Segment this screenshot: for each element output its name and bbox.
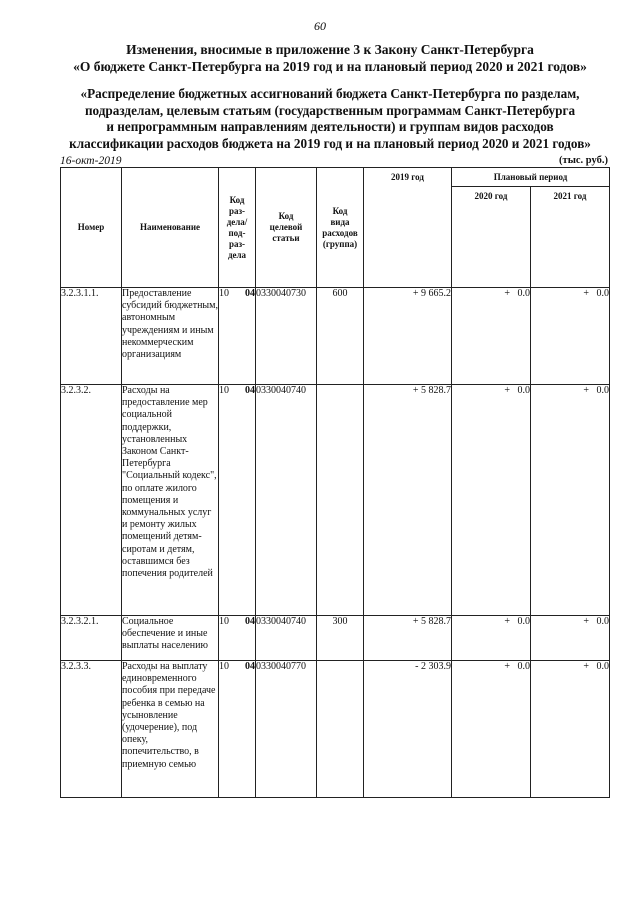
header-type-line: Код <box>332 205 348 216</box>
row-expense-type <box>317 385 364 616</box>
page-number: 60 <box>314 19 326 33</box>
row-section-code <box>219 288 256 385</box>
row-number: 3.2.3.2.1. <box>61 616 122 661</box>
subtitle-line-1: «Распределение бюджетных ассигнований бюджета Санкт-Петербурга по разделам, <box>80 86 580 101</box>
row-name: Предоставление субсидий бюджетным, автономным учреждениям и иным некоммерческим организациям <box>122 288 219 385</box>
row-expense-type <box>317 661 364 798</box>
header-expense-type <box>317 168 364 288</box>
row-amount-2021: + 0.0 <box>531 385 610 616</box>
row-target-code: 0330040770 <box>256 661 317 798</box>
header-year-2019: 2019 год <box>364 168 452 288</box>
subtitle-line-2: подразделам, целевым статьям (государственным программам Санкт-Петербурга <box>84 102 576 118</box>
row-amount-2019: + 5 828.7 <box>364 385 452 616</box>
row-number: 3.2.3.1.1. <box>61 288 122 385</box>
row-section: 10 <box>219 288 229 299</box>
row-subsection: 04 <box>245 288 255 299</box>
row-section: 10 <box>219 616 229 627</box>
row-section-code <box>219 385 256 616</box>
header-number: Номер <box>61 168 122 288</box>
row-amount-2021: + 0.0 <box>531 288 610 385</box>
table-row <box>61 616 610 661</box>
row-subsection: 04 <box>245 385 255 396</box>
row-subsection: 04 <box>245 616 255 627</box>
row-expense-type: 300 <box>317 616 364 661</box>
header-section-line: дела/ <box>226 216 248 227</box>
row-name: Социальное обеспечение и иные выплаты населению <box>122 616 219 661</box>
header-section-line: под- <box>228 227 246 238</box>
header-section-code <box>219 168 256 288</box>
title-line-2: «О бюджете Санкт-Петербурга на 2019 год и на плановый период 2020 и 2021 годов» <box>73 59 587 74</box>
row-section-code <box>219 616 256 661</box>
header-year-2021: 2021 год <box>531 187 610 288</box>
header-name: Наименование <box>122 168 219 288</box>
header-target-line: целевой <box>269 222 303 232</box>
header-target-code <box>256 168 317 288</box>
header-type-line: расходов <box>322 227 358 238</box>
document-subtitle <box>44 86 616 152</box>
row-number: 3.2.3.3. <box>61 661 122 798</box>
row-target-code: 0330040740 <box>256 385 317 616</box>
row-section: 10 <box>219 661 229 672</box>
row-amount-2021: + 0.0 <box>531 616 610 661</box>
budget-table <box>60 167 610 798</box>
header-year-2020: 2020 год <box>452 187 531 288</box>
header-type-line: вида <box>330 216 350 227</box>
row-amount-2019: - 2 303.9 <box>364 661 452 798</box>
table-row <box>61 288 610 385</box>
row-target-code: 0330040730 <box>256 288 317 385</box>
header-section-line: раз- <box>228 205 246 216</box>
row-number: 3.2.3.2. <box>61 385 122 616</box>
header-section-line: дела <box>227 249 247 260</box>
header-section-line: раз- <box>228 238 246 249</box>
header-type-line: (группа) <box>322 238 358 249</box>
row-section: 10 <box>219 385 229 396</box>
document-title <box>40 41 620 75</box>
header-section-line: Код <box>229 194 245 205</box>
row-amount-2021: + 0.0 <box>531 661 610 798</box>
row-expense-type: 600 <box>317 288 364 385</box>
row-name: Расходы на предоставление мер социальной поддержки, установленных Законом Санкт-Петербурга "Социальный кодекс", по оплате жилого помещения и коммунальных услуг и ремонту жилых помещений детям-сиротам и детям, оставшимся без попечения родителей <box>122 385 219 616</box>
document-date: 16-окт-2019 <box>60 155 122 167</box>
units-label: (тыс. руб.) <box>559 155 608 166</box>
header-target-line: Код <box>278 211 294 221</box>
header-target-line: статьи <box>272 233 300 243</box>
subtitle-line-3: и непрограммным направлениям деятельности) и группам видов расходов <box>106 119 554 134</box>
row-amount-2019: + 9 665.2 <box>364 288 452 385</box>
row-amount-2019: + 5 828.7 <box>364 616 452 661</box>
row-amount-2020: + 0.0 <box>452 288 531 385</box>
row-subsection: 04 <box>245 661 255 672</box>
title-line-1: Изменения, вносимые в приложение 3 к Закону Санкт-Петербурга <box>126 42 534 57</box>
header-planned-period: Плановый период <box>452 168 610 187</box>
table-row <box>61 385 610 616</box>
row-target-code: 0330040740 <box>256 616 317 661</box>
row-amount-2020: + 0.0 <box>452 616 531 661</box>
row-name: Расходы на выплату единовременного пособия при передаче ребенка в семью на усыновление (удочерение), под опеку, попечительство, в приемную семью <box>122 661 219 798</box>
row-amount-2020: + 0.0 <box>452 661 531 798</box>
subtitle-line-4: классификации расходов бюджета на 2019 год и на плановый период 2020 и 2021 годов» <box>69 135 591 151</box>
row-section-code <box>219 661 256 798</box>
table-row <box>61 661 610 798</box>
row-amount-2020: + 0.0 <box>452 385 531 616</box>
